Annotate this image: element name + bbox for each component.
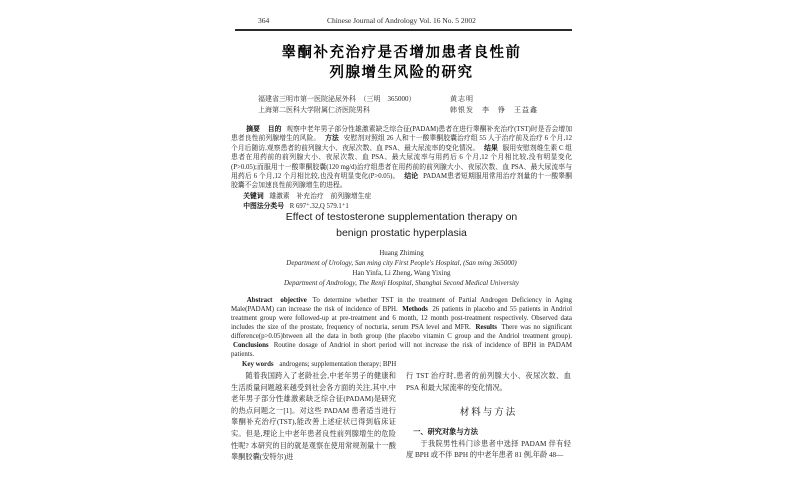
- article-title-en-line2: benign prostatic hyperplasia: [336, 227, 467, 239]
- abstract-cn: [231, 125, 572, 191]
- conclusion-text: PADAM患者短期服用常用治疗剂量的十一酸睾酮胶囊不会加速良性前列腺增生的进程。: [231, 173, 573, 190]
- affiliation-en-1: Department of Urology, San ming city First People's Hospital, (San ming 365000): [286, 259, 517, 267]
- conclusion-label: 结论: [404, 173, 419, 181]
- keywords-cn-label: 关键词: [243, 192, 264, 200]
- abstract-label: 摘要: [246, 126, 260, 133]
- article-title-cn: [231, 43, 572, 83]
- authors-renji: 韩银发 李 铮 王益鑫: [450, 106, 538, 114]
- affiliation-2: 上海第二医科大学附属仁济医院男科: [258, 106, 370, 114]
- intro-paragraph-continued: 行 TST 治疗时,患者的前列腺大小、夜尿次数、血 PSA 和最大尿流率的变化情况。: [406, 372, 571, 392]
- abstract-en: [231, 296, 572, 359]
- authors-en-2: Han Yinfa, Li Zheng, Wang Yixing: [352, 269, 451, 277]
- journal-title: Chinese Journal of Andrology Vol. 16 No. 5 2002: [327, 16, 476, 25]
- right-column: [406, 371, 571, 464]
- methods-en-text: 26 patients in placebo and 55 patients in Andriol treatment group were followed-up at pre-treatment and 6 month, 12 month post-treatment respectively. Observed data includes the size of the prostate, frequency of nocturia, serum PSA level and MFR.: [231, 306, 572, 331]
- methods-en-label: Methods: [402, 306, 428, 313]
- results-label: 结果: [484, 144, 498, 152]
- article-title-en: [231, 209, 572, 241]
- body-columns: [231, 371, 572, 464]
- abstract-en-block: [231, 296, 572, 369]
- section-heading-materials-methods: 材料与方法: [459, 408, 518, 419]
- conclusions-en-label: Conclusions: [233, 342, 269, 349]
- conclusions-en-text: Routine dosage of Andriol in short period will not increase the risk of incidence of BPH in PADAM patients.: [231, 342, 572, 358]
- subsection-heading: 一、研究对象与方法: [413, 428, 478, 437]
- article-title-cn-line2: 列腺增生风险的研究: [329, 65, 474, 81]
- results-text: 服用安慰剂维生素 C 组患者在用药前的前列腺大小、夜尿次数、血 PSA、最大尿流率与用药后 6 个月,12 个月相比较,没有明显变化(P>0.05);而服用十一酸睾酮胶囊(120 mg/d)治疗组患者在用药前的前列腺大小、夜尿次数、血 PSA、最大尿流率与用药后 6 个月,12 个月相比较,也没有明显变化(P>0.05)。: [231, 144, 573, 181]
- objective-text: 观察中老年男子部分性雄激素缺乏综合征(PADAM)患者在进行睾酮补充治疗(TST)时是否会增加患者良性前列腺增生的风险。: [231, 126, 573, 143]
- abstract-cn-block: [231, 125, 572, 211]
- byline-row-1: [258, 94, 562, 105]
- article-title-en-line1: Effect of testosterone supplementation therapy on: [285, 211, 518, 223]
- english-title-block: [231, 209, 572, 288]
- affiliation-1: 福建省三明市第一医院泌尿外科 （三明 365000）: [258, 95, 416, 103]
- author-huang-zhiming: 黄志明: [450, 95, 474, 103]
- journal-page: [231, 12, 572, 490]
- clc-label: 中图法分类号: [243, 203, 285, 211]
- methods-paragraph: 于我院男性科门诊患者中选择 PADAM 伴有轻度 BPH 或不伴 BPH 的中老年患者 81 例,年龄 48—: [406, 439, 571, 460]
- intro-paragraph: 随着我国跨入了老龄社会,中老年男子的健康和生活质量问题越来越受到社会各方面的关注,其中,中老年男子部分性雄激素缺乏综合征(PADAM)是研究的热点问题之一[1]。对这些 PADAM 患者适当进行睾酮补充治疗(TST),能改善上述症状已得到临床证实。但是,理论上中老年患者良性前列腺增生的危险性呢? 本研究的目的就是观察在使用常规剂量十一酸睾酮胶囊(安特尔)进: [231, 372, 396, 462]
- keywords-cn-line: [231, 192, 572, 201]
- left-column: [231, 371, 396, 464]
- keywords-en-text: androgens; supplementation therapy; BPH: [279, 361, 397, 368]
- authors-en: [231, 248, 572, 288]
- clc-number: R 697⁺.32,Q 579.1⁺1: [289, 203, 349, 211]
- abstract-en-label: Abstract: [246, 297, 273, 304]
- results-en-label: Results: [475, 324, 497, 331]
- affiliation-en-2: Department of Andrology, The Renji Hospital, Shanghai Second Medical University: [283, 279, 520, 287]
- keywords-en-line: [231, 360, 572, 369]
- author-en-1: Huang Zhiming: [379, 249, 424, 257]
- header-rule: [235, 29, 572, 31]
- results-en-text: There was no significant difference(p>0.05)btween all the data in both group (the placebo vitamin C group and the Andriol treatment group).: [231, 324, 572, 340]
- methods-label: 方法: [325, 135, 339, 143]
- keywords-cn-text: 雄激素 补充治疗 前列腺增生症: [269, 192, 372, 200]
- page-number: 364: [258, 16, 270, 25]
- byline-cn: [258, 94, 562, 116]
- methods-text: 安慰剂对照组 26 人和十一酸睾酮胶囊治疗组 55 人于治疗前及治疗 6 个月,12 个月后随访,观察患者的前列腺大小、夜尿次数、血 PSA、最大尿流率的变化情况。: [231, 135, 573, 152]
- keywords-en-label: Key words: [242, 361, 274, 368]
- objective-en-label: objective: [280, 297, 307, 304]
- running-head: [231, 16, 572, 27]
- byline-row-2: [258, 105, 562, 116]
- objective-label: 目的: [267, 126, 282, 133]
- article-title-cn-line1: 睾酮补充治疗是否增加患者良性前: [281, 45, 522, 61]
- objective-en-text: To determine whether TST in the treatment of Partial Androgen Deficiency in Aging Male(PADAM) can increase the risk of incidence of BPH.: [231, 297, 572, 313]
